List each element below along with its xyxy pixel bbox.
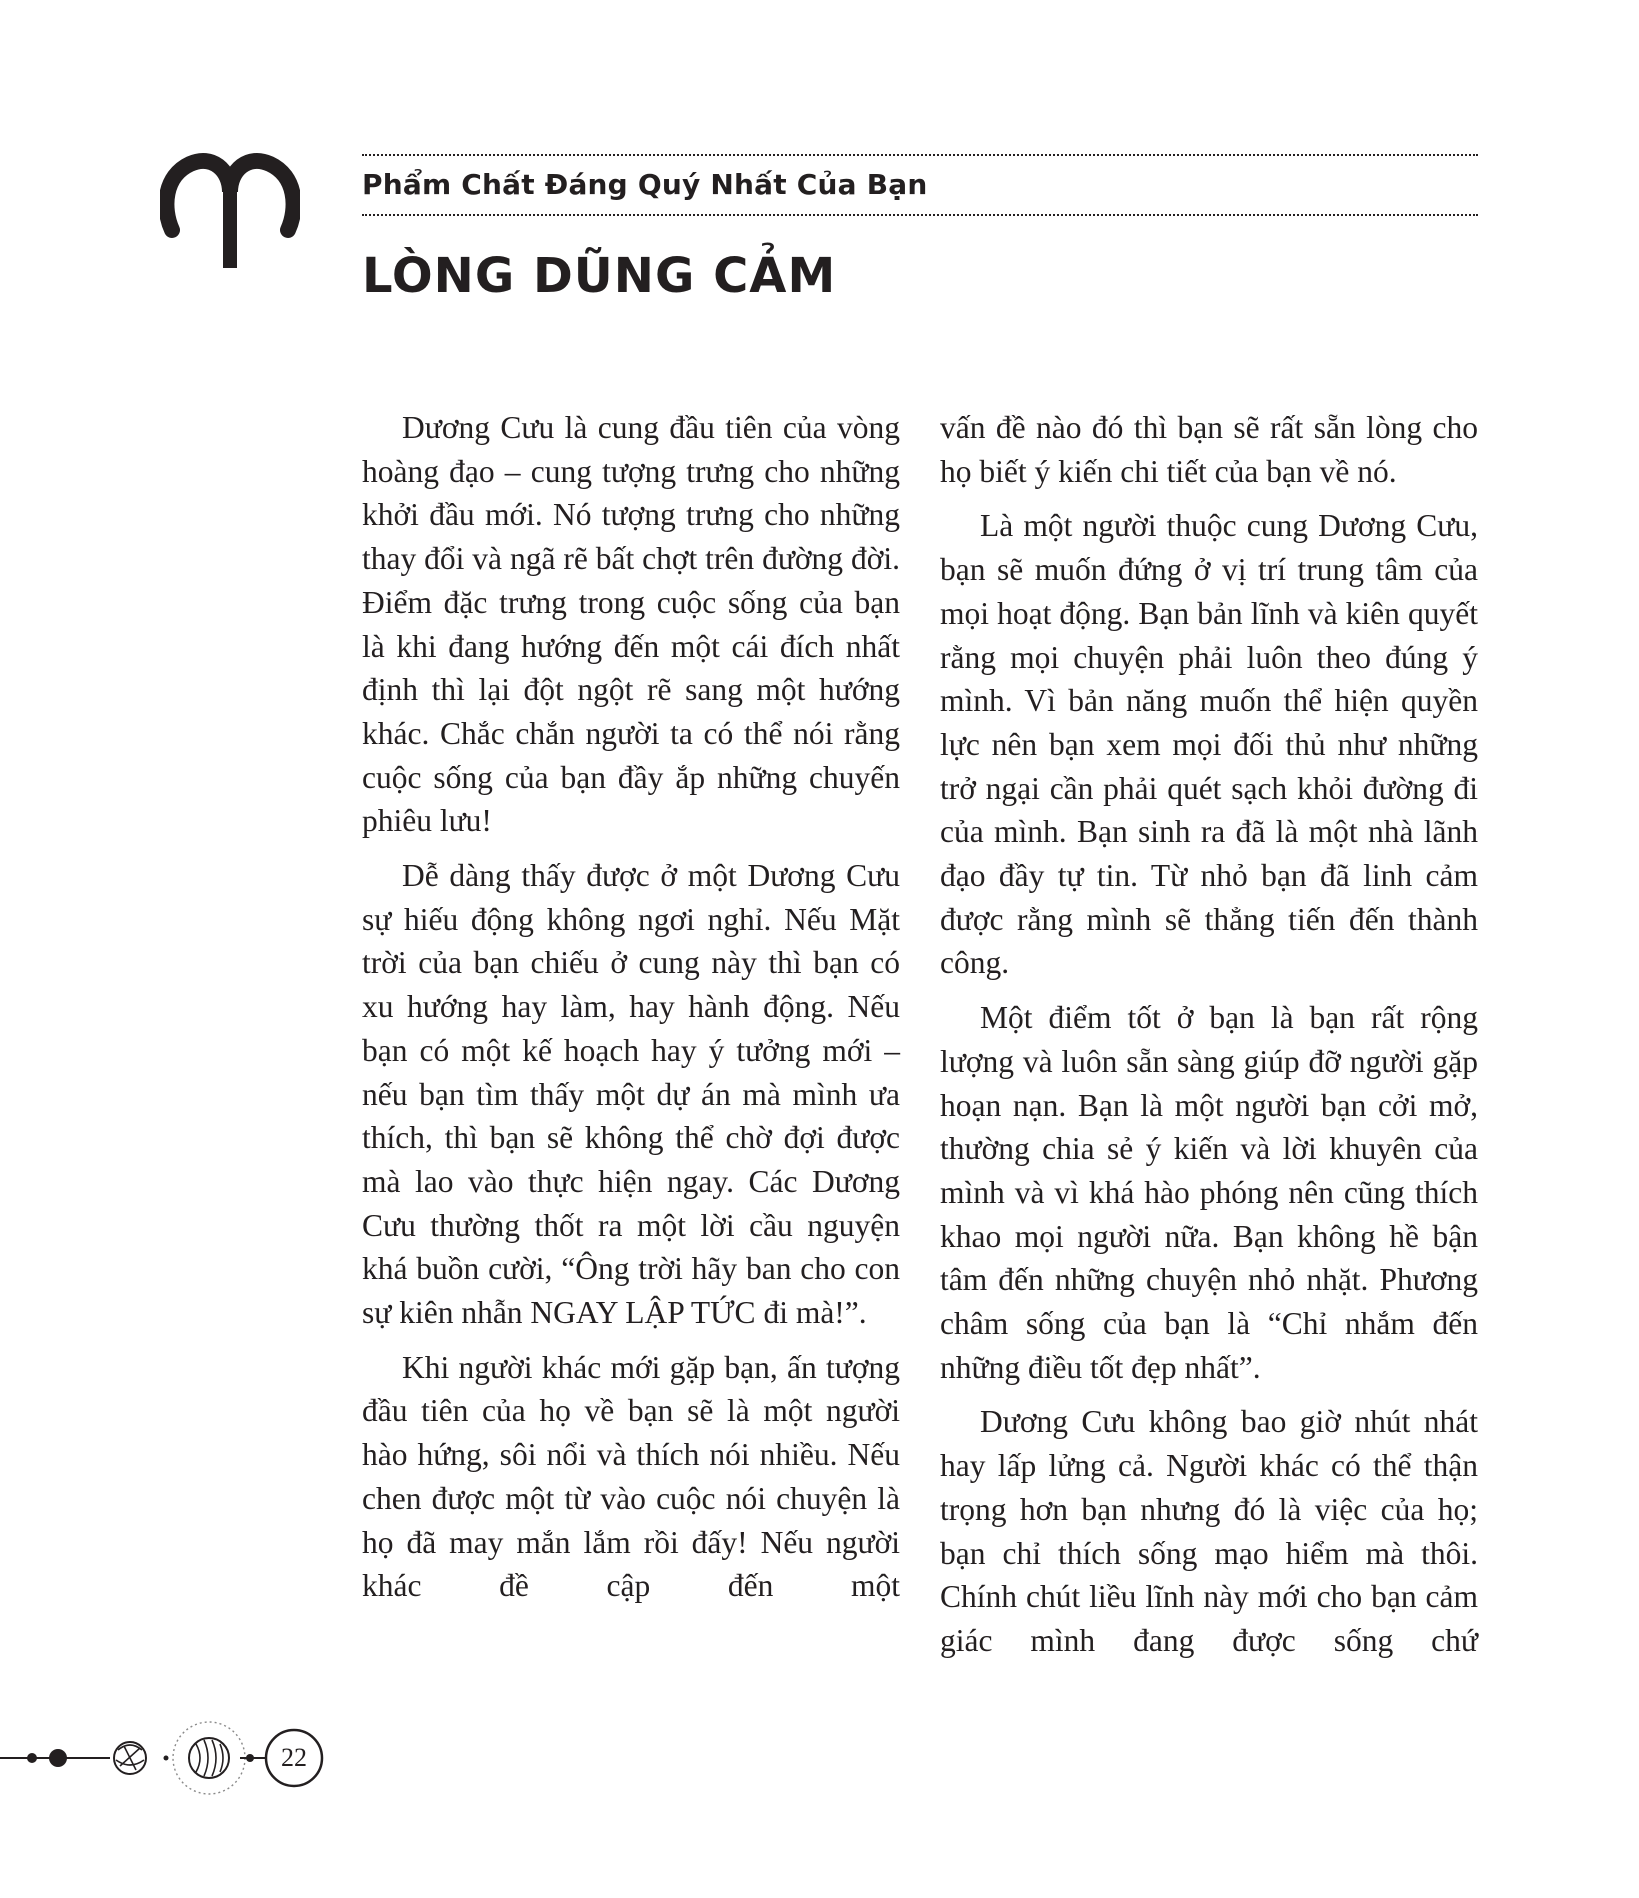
right-column [940, 406, 1478, 1674]
paragraph: Một điểm tốt ở bạn là bạn rất rộng lượng và luôn sẵn sàng giúp đỡ người gặp hoạn nạn. Bạn là một người bạn cởi mở, thường chia sẻ ý kiến và lời khuyên của mình và vì khá hào phóng nên cũng thích khao mọi người nữa. Bạn không hề bận tâm đến những chuyện nhỏ nhặt. Phương châm sống của bạn là “Chỉ nhắm đến những điều tốt đẹp nhất”. [940, 1000, 1478, 1385]
page-number: 22 [281, 1743, 307, 1772]
paragraph-continuation: vấn đề nào đó thì bạn sẽ rất sẵn lòng cho họ biết ý kiến chi tiết của bạn về nó. [940, 410, 1478, 489]
section-label: Phẩm Chất Đáng Quý Nhất Của Bạn [362, 168, 928, 201]
chapter-title: LÒNG DŨNG CẢM [362, 248, 837, 304]
header-bottom-rule [362, 214, 1478, 216]
paragraph: Là một người thuộc cung Dương Cưu, bạn sẽ muốn đứng ở vị trí trung tâm của mọi hoạt động. Bạn bản lĩnh và kiên quyết rằng mọi chuyện phải luôn theo đúng ý mình. Vì bản năng muốn thể hiện quyền lực nên bạn xem mọi đối thủ như những trở ngại cần phải quét sạch khỏi đường đi của mình. Bạn sinh ra đã là một nhà lãnh đạo đầy tự tin. Từ nhỏ bạn đã linh cảm được rằng mình sẽ thẳng tiến đến thành công. [940, 508, 1478, 981]
paragraph: Dễ dàng thấy được ở một Dương Cưu sự hiếu động không ngơi nghỉ. Nếu Mặt trời của bạn chiếu ở cung này thì bạn có xu hướng hay làm, hay hành động. Nếu bạn có một kế hoạch hay ý tưởng mới – nếu bạn tìm thấy một dự án mà mình ưa thích, thì bạn sẽ không thể chờ đợi được mà lao vào thực hiện ngay. Các Dương Cưu thường thốt ra một lời cầu nguyện khá buồn cười, “Ông trời hãy ban cho con sự kiên nhẫn NGAY LẬP TỨC đi mà!”. [362, 858, 900, 1331]
paragraph: Dương Cưu là cung đầu tiên của vòng hoàng đạo – cung tượng trưng cho những khởi đầu mới. Nó tượng trưng cho những thay đổi và ngã rẽ bất chợt trên đường đời. Điểm đặc trưng trong cuộc sống của bạn là khi đang hướng đến một cái đích nhất định thì lại đột ngột rẽ sang một hướng khác. Chắc chắn người ta có thể nói rằng cuộc sống của bạn đầy ắp những chuyến phiêu lưu! [362, 410, 900, 839]
header-top-rule [362, 154, 1478, 156]
left-column [362, 406, 900, 1619]
paragraph: Dương Cưu không bao giờ nhút nhát hay lấp lửng cả. Người khác có thể thận trọng hơn bạn nhưng đó là việc của họ; bạn chỉ thích sống mạo hiểm mà thôi. Chính chút liều lĩnh này mới cho bạn cảm giác mình đang được sống chứ [940, 1404, 1478, 1658]
aries-symbol-icon [160, 150, 300, 268]
paragraph: Khi người khác mới gặp bạn, ấn tượng đầu tiên của họ về bạn sẽ là một người hào hứng, sôi nổi và thích nói nhiều. Nếu chen được một từ vào cuộc nói chuyện là họ đã may mắn lắm rồi đấy! Nếu người khác đề cập đến một [362, 1349, 900, 1604]
